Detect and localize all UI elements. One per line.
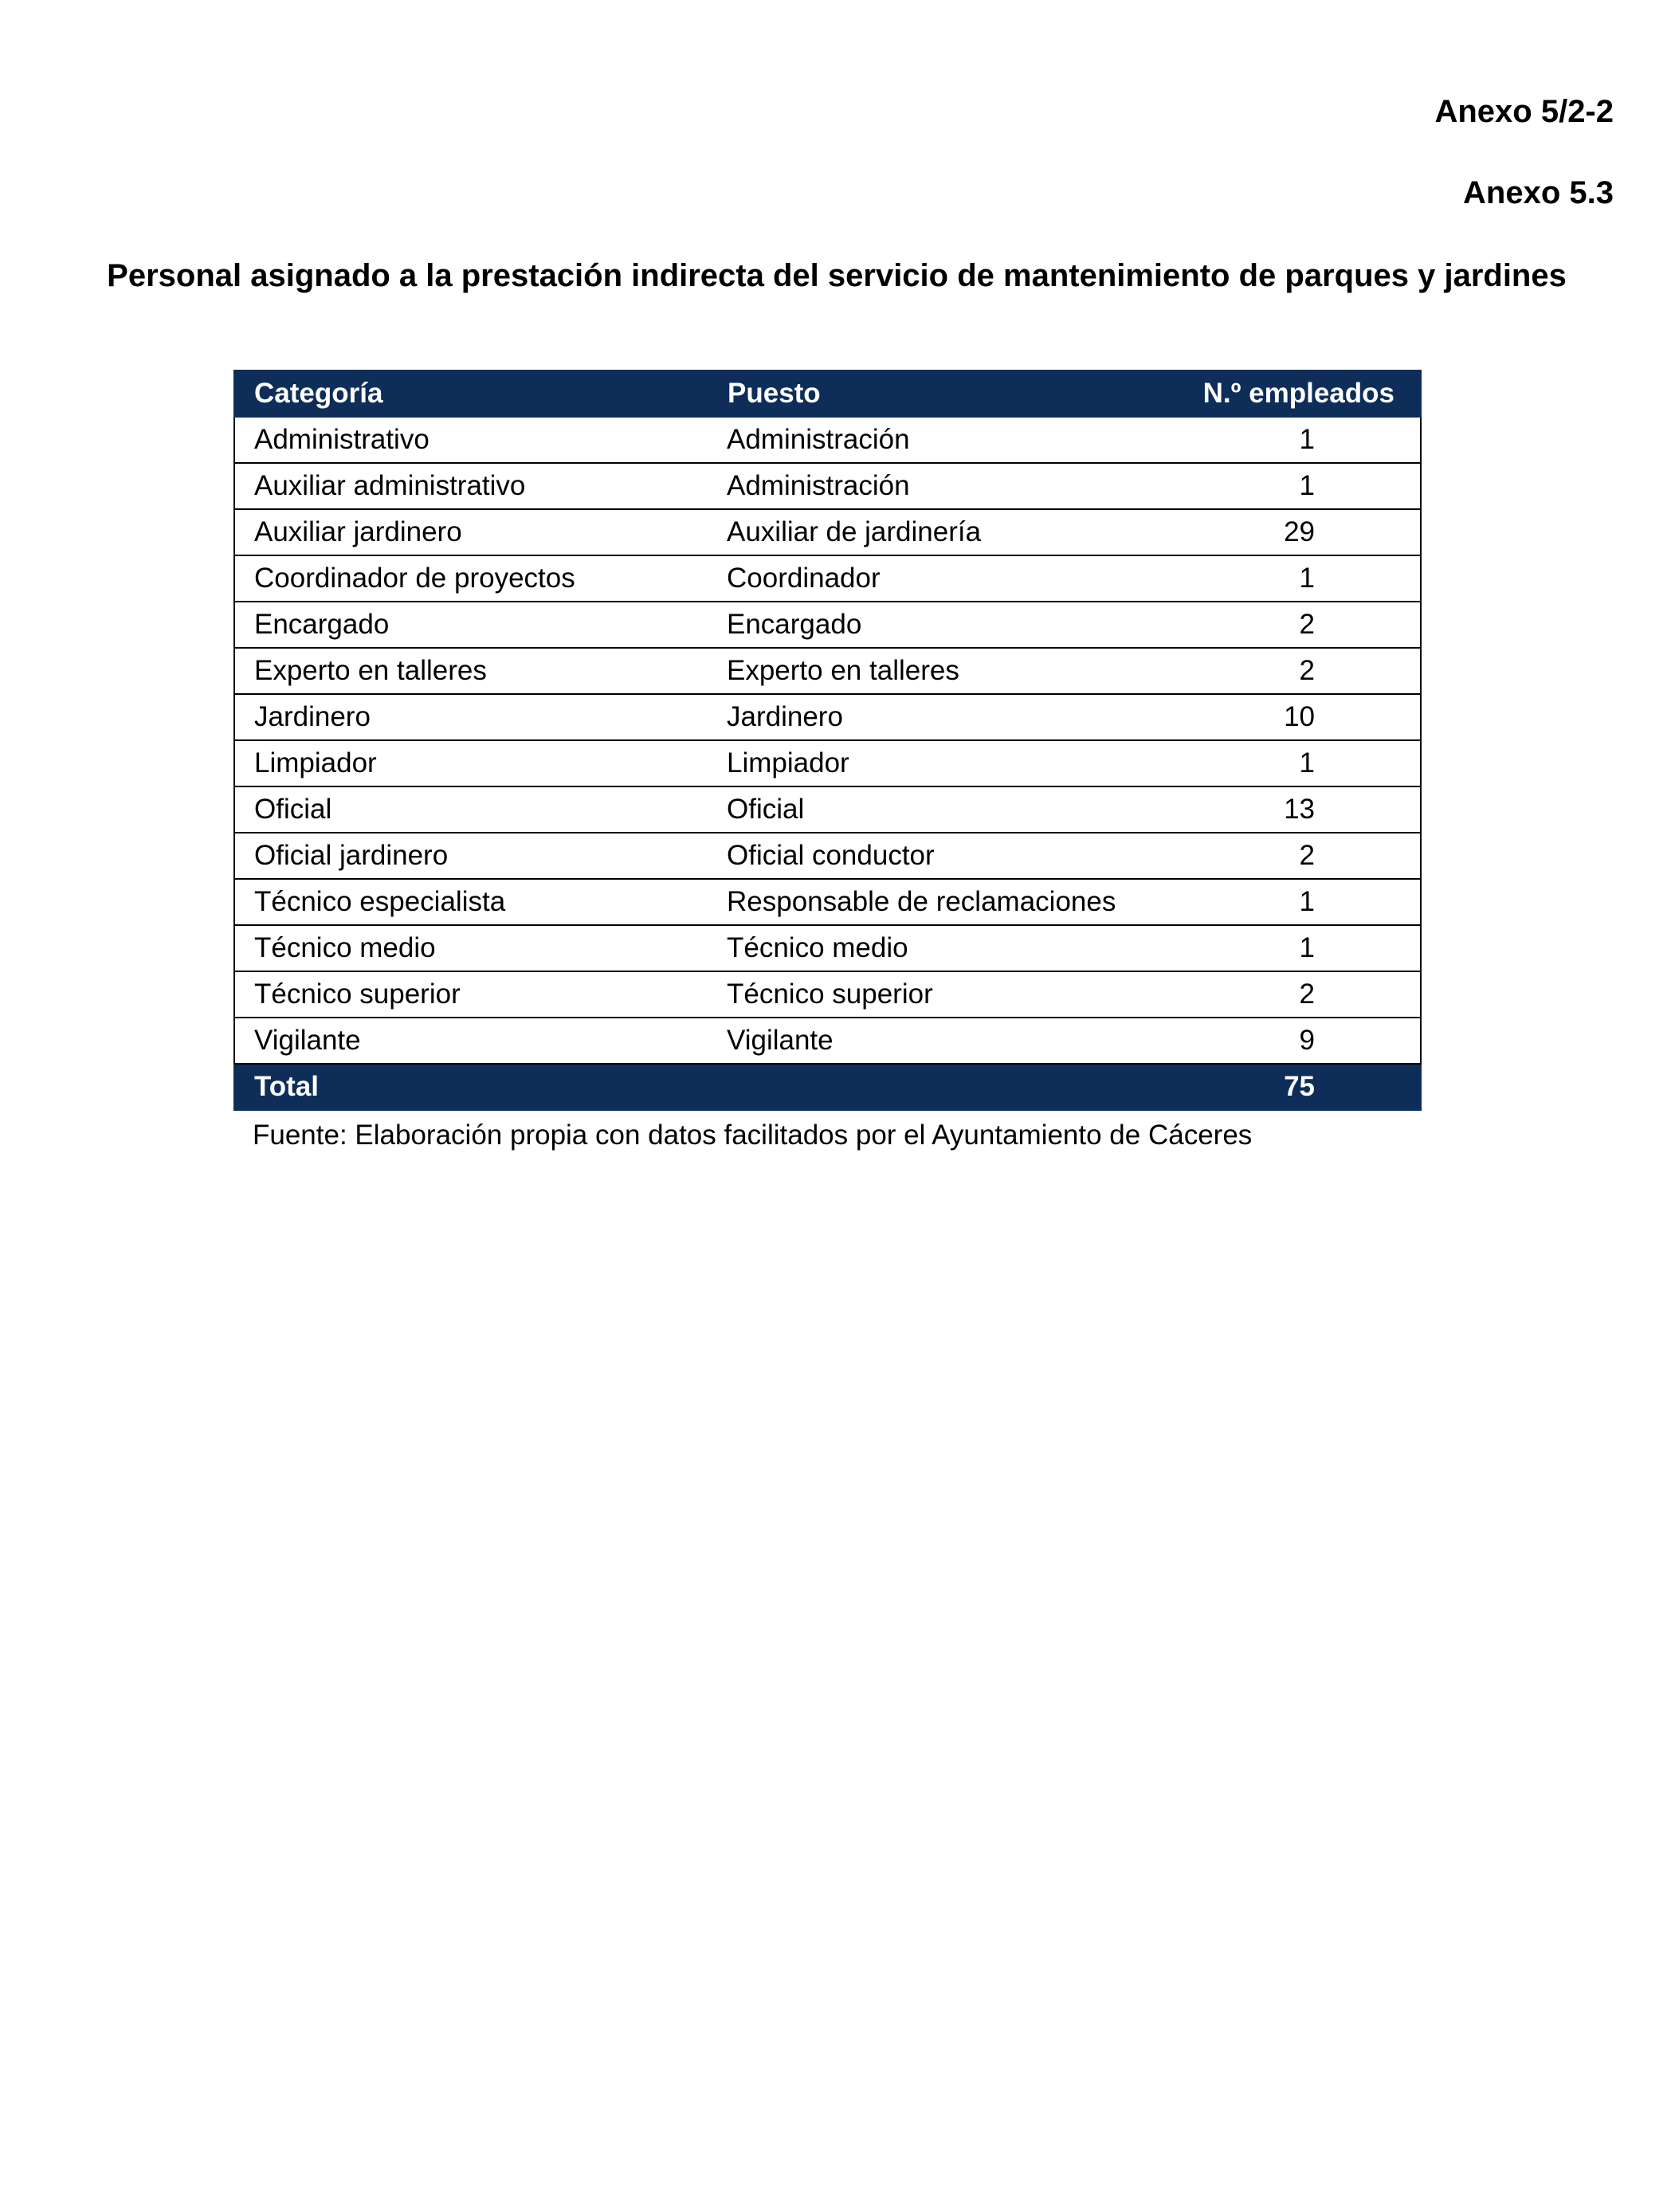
column-header-empleados: N.º empleados <box>1187 371 1421 417</box>
cell-categoria: Encargado <box>234 602 716 648</box>
table-row <box>234 1018 1421 1064</box>
table-header-row <box>234 371 1421 417</box>
cell-empleados: 2 <box>1187 602 1421 648</box>
cell-empleados: 2 <box>1187 648 1421 694</box>
cell-categoria: Jardinero <box>234 694 716 740</box>
cell-empleados: 2 <box>1187 971 1421 1018</box>
cell-categoria: Coordinador de proyectos <box>234 555 716 602</box>
cell-puesto: Oficial conductor <box>716 833 1187 879</box>
column-header-puesto: Puesto <box>716 371 1187 417</box>
cell-categoria: Experto en talleres <box>234 648 716 694</box>
cell-empleados: 1 <box>1187 417 1421 463</box>
cell-categoria: Vigilante <box>234 1018 716 1064</box>
cell-puesto: Limpiador <box>716 740 1187 786</box>
cell-categoria: Administrativo <box>234 417 716 463</box>
cell-categoria: Técnico especialista <box>234 879 716 925</box>
cell-categoria: Oficial jardinero <box>234 833 716 879</box>
staff-table <box>233 370 1422 1111</box>
cell-puesto: Técnico medio <box>716 925 1187 971</box>
cell-empleados: 2 <box>1187 833 1421 879</box>
cell-puesto: Responsable de reclamaciones <box>716 879 1187 925</box>
table-row <box>234 786 1421 833</box>
annex-number: Anexo 5/2-2 <box>1434 94 1614 129</box>
table-row <box>234 879 1421 925</box>
column-header-categoria: Categoría <box>234 371 716 417</box>
cell-empleados: 1 <box>1187 463 1421 509</box>
cell-puesto: Administración <box>716 463 1187 509</box>
table-row <box>234 602 1421 648</box>
table-row <box>234 925 1421 971</box>
cell-puesto: Coordinador <box>716 555 1187 602</box>
cell-puesto: Experto en talleres <box>716 648 1187 694</box>
total-value: 75 <box>1187 1064 1421 1110</box>
cell-puesto: Oficial <box>716 786 1187 833</box>
table-row <box>234 694 1421 740</box>
cell-puesto: Jardinero <box>716 694 1187 740</box>
cell-puesto: Encargado <box>716 602 1187 648</box>
cell-empleados: 1 <box>1187 925 1421 971</box>
cell-puesto: Vigilante <box>716 1018 1187 1064</box>
cell-empleados: 1 <box>1187 740 1421 786</box>
cell-empleados: 29 <box>1187 509 1421 555</box>
table-row <box>234 833 1421 879</box>
cell-empleados: 9 <box>1187 1018 1421 1064</box>
cell-categoria: Técnico superior <box>234 971 716 1018</box>
cell-categoria: Limpiador <box>234 740 716 786</box>
annex-subnumber: Anexo 5.3 <box>1463 175 1614 210</box>
cell-puesto: Técnico superior <box>716 971 1187 1018</box>
table-row <box>234 648 1421 694</box>
table-row <box>234 971 1421 1018</box>
table-row <box>234 417 1421 463</box>
cell-categoria: Oficial <box>234 786 716 833</box>
table-row <box>234 555 1421 602</box>
cell-empleados: 10 <box>1187 694 1421 740</box>
cell-puesto: Administración <box>716 417 1187 463</box>
total-label: Total <box>234 1064 716 1110</box>
cell-empleados: 1 <box>1187 879 1421 925</box>
cell-empleados: 13 <box>1187 786 1421 833</box>
table-row <box>234 509 1421 555</box>
page-title: Personal asignado a la prestación indirecta del servicio de mantenimiento de parques y jardines <box>107 258 1567 293</box>
total-empty-cell <box>716 1064 1187 1110</box>
table-row <box>234 463 1421 509</box>
cell-empleados: 1 <box>1187 555 1421 602</box>
table-row <box>234 740 1421 786</box>
cell-categoria: Técnico medio <box>234 925 716 971</box>
cell-categoria: Auxiliar administrativo <box>234 463 716 509</box>
table-total-row <box>234 1064 1421 1110</box>
cell-puesto: Auxiliar de jardinería <box>716 509 1187 555</box>
source-note: Fuente: Elaboración propia con datos facilitados por el Ayuntamiento de Cáceres <box>253 1120 1253 1151</box>
cell-categoria: Auxiliar jardinero <box>234 509 716 555</box>
